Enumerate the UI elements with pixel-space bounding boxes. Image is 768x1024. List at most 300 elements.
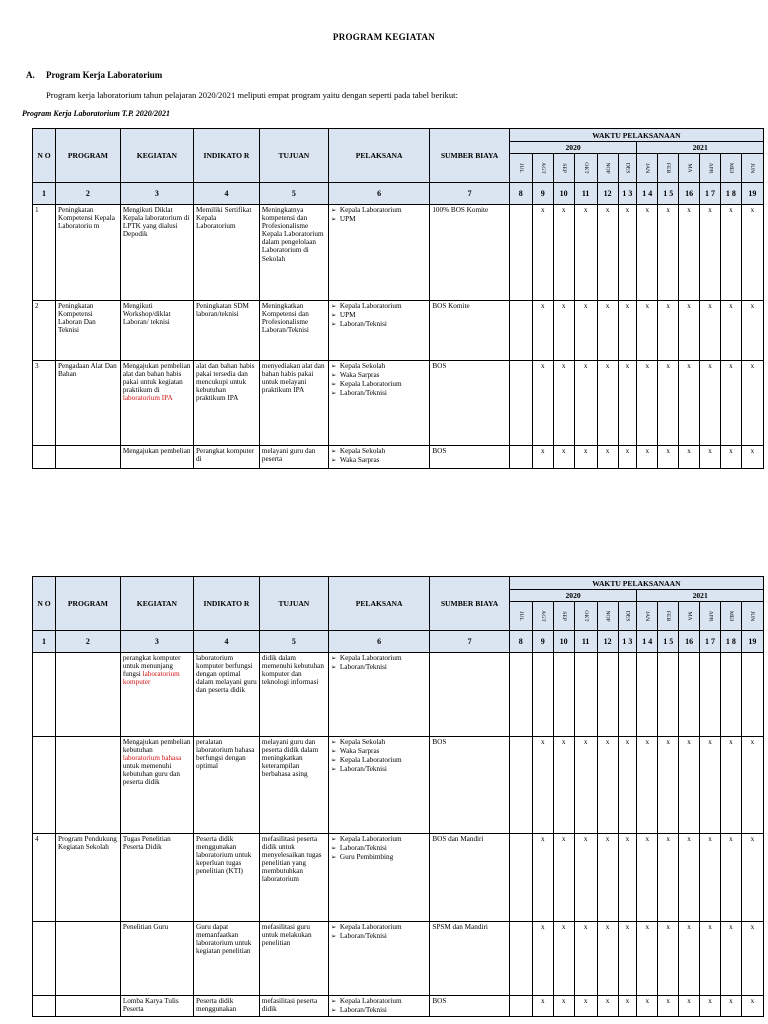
header-month [741,602,763,631]
schedule-mark [509,653,532,737]
pelaksana-item: ➢ Laboran/Teknisi [331,389,427,398]
header-month [658,602,679,631]
column-number: 11 [574,183,597,205]
schedule-mark: x [658,205,679,301]
cell-pelaksana [328,361,429,446]
schedule-mark: x [574,737,597,834]
cell-tujuan: melayani guru dan peserta [259,446,328,469]
schedule-mark: x [741,996,763,1017]
schedule-mark [509,737,532,834]
pelaksana-item: ➢ Guru Pembimbing [331,853,427,862]
pelaksana-item: ➢ UPM [331,215,427,224]
month-label: AGT [539,610,546,623]
cell-sumber-biaya: BOS [430,996,509,1017]
header-indikator: INDIKATO R [194,577,260,631]
header-month [618,154,637,183]
column-number: 11 [574,631,597,653]
column-number: 1 4 [637,183,658,205]
pelaksana-item: ➢ Kepala Sekolah [331,447,427,456]
pelaksana-item: ➢ Laboran/Teknisi [331,765,427,774]
kegiatan-highlight: laboratorium bahasa [122,754,182,763]
cell-program [56,922,121,996]
column-number: 1 8 [720,183,741,205]
cell-no [33,996,56,1017]
header-month [637,602,658,631]
header-month [509,602,532,631]
pelaksana-item: ➢ Kepala Laboratorium [331,756,427,765]
column-number: 16 [679,631,700,653]
pelaksana-item: ➢ Laboran/Teknisi [331,1006,427,1015]
schedule-mark: x [618,301,637,361]
kegiatan-text: Mengajukan pembelian kebutuhan [122,738,191,755]
pelaksana-item: ➢ Kepala Laboratorium [331,302,427,311]
header-kegiatan: KEGIATAN [120,577,193,631]
pelaksana-item: ➢ Kepala Laboratorium [331,835,427,844]
header-tujuan: TUJUAN [259,129,328,183]
schedule-mark: x [618,737,637,834]
month-label: NOP [604,610,611,623]
schedule-mark: x [574,446,597,469]
schedule-mark [509,996,532,1017]
schedule-mark: x [741,205,763,301]
cell-indikator: Peningkatan SDM laboran/teknisi [194,301,260,361]
column-number-row [33,183,764,205]
schedule-mark: x [553,922,574,996]
pelaksana-item: ➢ Kepala Sekolah [331,738,427,747]
kegiatan-highlight: laboratorium komputer [122,670,180,687]
schedule-mark: x [679,996,700,1017]
schedule-mark: x [658,996,679,1017]
column-number: 9 [532,631,553,653]
header-row [33,577,764,590]
pelaksana-list [331,997,427,1015]
schedule-mark: x [532,361,553,446]
column-number: 3 [120,183,193,205]
column-number: 8 [509,183,532,205]
schedule-mark: x [618,446,637,469]
month-label: JAN [644,163,651,174]
schedule-mark: x [637,834,658,922]
cell-pelaksana [328,996,429,1017]
month-label: SEP [560,163,567,174]
table-row [33,737,764,834]
cell-kegiatan [120,653,193,737]
column-number: 7 [430,631,509,653]
month-label: APR [707,163,714,174]
table-row [33,205,764,301]
header-month [658,154,679,183]
kegiatan-text: Penelitian Guru [122,923,169,931]
column-number: 6 [328,631,429,653]
schedule-mark: x [597,446,618,469]
schedule-mark [509,834,532,922]
schedule-mark: x [679,205,700,301]
schedule-mark: x [700,922,721,996]
schedule-mark: x [597,361,618,446]
schedule-mark [720,653,741,737]
header-no: N O [33,577,56,631]
schedule-mark [618,653,637,737]
month-label: MEI [727,611,734,622]
schedule-mark: x [720,737,741,834]
cell-kegiatan [120,446,193,469]
schedule-mark: x [658,361,679,446]
schedule-mark: x [741,834,763,922]
schedule-mark [509,205,532,301]
pelaksana-item: ➢ Kepala Laboratorium [331,380,427,389]
cell-program: Program Pendukung Kegiatan Sekolah [56,834,121,922]
column-number: 1 7 [700,183,721,205]
month-label: JAN [644,611,651,622]
header-year-2020: 2020 [509,142,637,154]
pelaksana-item: ➢ Waka Sarpras [331,456,427,465]
header-month [700,602,721,631]
table-row [33,834,764,922]
pelaksana-item: ➢ Laboran/Teknisi [331,663,427,672]
schedule-mark: x [574,834,597,922]
month-label: OKT [582,162,589,175]
column-number: 9 [532,183,553,205]
schedule-mark: x [553,301,574,361]
schedule-mark: x [658,834,679,922]
cell-pelaksana [328,653,429,737]
schedule-mark: x [700,361,721,446]
column-number: 19 [741,631,763,653]
cell-program [56,653,121,737]
cell-no: 3 [33,361,56,446]
pelaksana-item: ➢ Waka Sarpras [331,747,427,756]
cell-kegiatan [120,205,193,301]
cell-program [56,996,121,1017]
cell-kegiatan [120,834,193,922]
cell-program [56,446,121,469]
schedule-mark: x [553,361,574,446]
cell-sumber-biaya: 100% BOS Komite [430,205,509,301]
cell-no: 2 [33,301,56,361]
schedule-mark: x [618,996,637,1017]
schedule-mark: x [532,922,553,996]
month-label: DES [624,163,631,174]
column-number: 8 [509,631,532,653]
schedule-mark [509,922,532,996]
month-label: APR [707,611,714,622]
schedule-mark: x [532,301,553,361]
month-label: SEP [560,611,567,622]
header-month [679,154,700,183]
column-number: 2 [56,631,121,653]
table-row [33,922,764,996]
month-label: JUN [749,611,756,622]
schedule-mark [509,301,532,361]
pelaksana-list [331,835,427,862]
kegiatan-text: Mengikuti Workshop/diklat Laboran/ teknisi [122,302,171,327]
schedule-mark: x [720,834,741,922]
schedule-mark: x [553,205,574,301]
schedule-mark: x [720,361,741,446]
header-month [700,154,721,183]
schedule-mark: x [597,301,618,361]
header-month [574,154,597,183]
cell-tujuan: Meningkatkan Kompetensi dan Profesionalisme Laboran/Teknisi [259,301,328,361]
header-month [720,602,741,631]
pelaksana-list [331,206,427,224]
cell-indikator: alat dan bahan habis pakai tersedia dan mencukupi untuk kebutuhan praktikum IPA [194,361,260,446]
schedule-mark: x [637,922,658,996]
column-number: 19 [741,183,763,205]
pelaksana-item: ➢ Kepala Laboratorium [331,206,427,215]
header-indikator: INDIKATO R [194,129,260,183]
schedule-mark: x [720,996,741,1017]
cell-kegiatan [120,361,193,446]
header-tujuan: TUJUAN [259,577,328,631]
cell-program: Peningkatan Kompetensi Kepala Laboratoriu m [56,205,121,301]
cell-kegiatan [120,996,193,1017]
header-pelaksana: PELAKSANA [328,129,429,183]
header-month [597,154,618,183]
schedule-mark: x [574,205,597,301]
schedule-mark: x [532,446,553,469]
kegiatan-text: Mengajukan pembelian alat dan bahan habis pakai untuk kegiatan praktikum di [122,362,191,395]
schedule-mark: x [574,996,597,1017]
cell-indikator: Guru dapat memanfaatkan laboratorium untuk kegiatan penelitian [194,922,260,996]
schedule-mark: x [637,205,658,301]
pelaksana-list [331,923,427,941]
kegiatan-text: Mengikuti Diklat Kepala laboratorium di LPTK yang dialusi Depodik [122,206,190,239]
schedule-mark: x [637,361,658,446]
schedule-mark [679,653,700,737]
schedule-mark: x [700,446,721,469]
header-no: N O [33,129,56,183]
column-number: 1 5 [658,631,679,653]
column-number: 3 [120,631,193,653]
schedule-mark: x [532,737,553,834]
header-row [33,129,764,142]
schedule-mark [574,653,597,737]
schedule-mark [637,653,658,737]
section-title: Program Kerja Laboratorium [46,70,163,80]
schedule-mark: x [741,361,763,446]
schedule-mark: x [720,922,741,996]
kegiatan-text: Tugas Penelitian Peserta Didik [122,835,171,852]
schedule-mark: x [597,205,618,301]
cell-sumber-biaya: BOS dan Mandiri [430,834,509,922]
column-number: 7 [430,183,509,205]
schedule-mark: x [618,922,637,996]
column-number: 1 3 [618,631,637,653]
cell-no [33,446,56,469]
schedule-mark: x [637,446,658,469]
pelaksana-item: ➢ Kepala Laboratorium [331,654,427,663]
schedule-mark: x [574,922,597,996]
cell-pelaksana [328,834,429,922]
cell-indikator: laboratorium komputer berfungsi dengan optimal dalam melayani guru dan peserta didik [194,653,260,737]
cell-no: 4 [33,834,56,922]
header-year-2021: 2021 [637,142,764,154]
schedule-mark: x [679,361,700,446]
column-number: 4 [194,631,260,653]
schedule-mark: x [679,922,700,996]
schedule-mark: x [720,205,741,301]
column-number: 1 5 [658,183,679,205]
schedule-mark: x [700,737,721,834]
kegiatan-text: Mengajukan pembelian [122,447,191,455]
cell-sumber-biaya: BOS [430,446,509,469]
kegiatan-text-after: untuk memenuhi kebutuhan guru dan peserta didik [122,762,180,787]
pelaksana-item: ➢ Laboran/Teknisi [331,320,427,329]
header-program: PROGRAM [56,577,121,631]
schedule-mark: x [741,446,763,469]
table-row [33,301,764,361]
program-table-page-2 [32,576,764,1017]
schedule-mark: x [700,996,721,1017]
schedule-mark: x [637,737,658,834]
pelaksana-item: ➢ Kepala Laboratorium [331,997,427,1006]
pelaksana-item: ➢ Laboran/Teknisi [331,844,427,853]
schedule-mark: x [679,446,700,469]
column-number: 10 [553,631,574,653]
schedule-mark: x [574,361,597,446]
column-number: 1 7 [700,631,721,653]
pelaksana-item: ➢ Kepala Sekolah [331,362,427,371]
pelaksana-list [331,447,427,465]
program-table-page-1 [32,128,764,469]
month-label: JUL [517,611,524,622]
month-label: MA [686,611,693,622]
schedule-mark [553,653,574,737]
column-number: 2 [56,183,121,205]
intro-paragraph: Program kerja laboratorium tahun pelajaran 2020/2021 meliputi empat program yaitu dengan seperti pada tabel berikut: [46,90,458,100]
cell-no [33,737,56,834]
header-month [618,602,637,631]
schedule-mark: x [700,205,721,301]
cell-kegiatan [120,301,193,361]
cell-sumber-biaya: BOS [430,737,509,834]
cell-kegiatan [120,737,193,834]
schedule-mark: x [741,301,763,361]
column-number: 5 [259,183,328,205]
column-number: 1 4 [637,631,658,653]
cell-no [33,653,56,737]
kegiatan-highlight: laboratorium IPA [122,394,173,403]
header-pelaksana: PELAKSANA [328,577,429,631]
header-sumber-biaya: SUMBER BIAYA [430,129,509,183]
schedule-mark: x [637,301,658,361]
header-month [509,154,532,183]
schedule-mark: x [679,301,700,361]
header-month [553,602,574,631]
pelaksana-list [331,302,427,329]
cell-pelaksana [328,922,429,996]
schedule-mark: x [597,922,618,996]
schedule-mark: x [658,446,679,469]
month-label: MA [686,163,693,174]
cell-indikator: Perangkat komputer di [194,446,260,469]
header-month [679,602,700,631]
section-heading [26,70,162,80]
month-label: FEB [665,163,672,174]
schedule-mark [658,653,679,737]
schedule-mark: x [618,834,637,922]
column-number: 16 [679,183,700,205]
cell-tujuan: mefasilitasi peserta didik [259,996,328,1017]
schedule-mark: x [532,205,553,301]
schedule-mark: x [658,737,679,834]
pelaksana-item: ➢ Laboran/Teknisi [331,932,427,941]
cell-no: 1 [33,205,56,301]
schedule-mark: x [597,996,618,1017]
schedule-mark: x [720,301,741,361]
cell-sumber-biaya: BOS [430,361,509,446]
header-month [720,154,741,183]
header-month [637,154,658,183]
schedule-mark: x [720,446,741,469]
column-number: 6 [328,183,429,205]
schedule-mark: x [637,996,658,1017]
cell-tujuan: mefasilitasi peserta didik untuk menyelesaikan tugas penelitian yang membutuhkan laboratorium [259,834,328,922]
cell-sumber-biaya: BOS Komite [430,301,509,361]
schedule-mark: x [700,834,721,922]
schedule-mark: x [553,834,574,922]
schedule-mark [509,446,532,469]
schedule-mark: x [679,737,700,834]
month-label: MEI [727,163,734,174]
month-label: FEB [665,611,672,622]
header-year-2021: 2021 [637,590,764,602]
cell-indikator: Peserta didik menggunakan laboratorium untuk keperluan tugas penelitian (KTI) [194,834,260,922]
column-number: 1 [33,631,56,653]
schedule-mark: x [532,996,553,1017]
column-number: 1 [33,183,56,205]
month-label: DES [624,611,631,622]
column-number: 12 [597,183,618,205]
cell-indikator: Peserta didik menggunakan [194,996,260,1017]
schedule-mark: x [700,301,721,361]
cell-tujuan: Meningkatnya kompetensi dan Profesionalisme Kepala Laboratorium dalam pengelolaan Laboratorium di Sekolah [259,205,328,301]
header-month [597,602,618,631]
schedule-mark: x [597,737,618,834]
month-label: AGT [539,162,546,175]
schedule-mark [597,653,618,737]
column-number: 5 [259,631,328,653]
column-number-row [33,631,764,653]
schedule-mark [532,653,553,737]
cell-kegiatan [120,922,193,996]
schedule-mark: x [532,834,553,922]
schedule-mark: x [658,301,679,361]
schedule-mark: x [553,996,574,1017]
column-number: 1 3 [618,183,637,205]
schedule-mark: x [679,834,700,922]
cell-indikator: peralatan laboratorium bahasa berfungsi dengan optimal [194,737,260,834]
schedule-mark [509,361,532,446]
schedule-mark: x [597,834,618,922]
pelaksana-item: ➢ Waka Sarpras [331,371,427,380]
cell-pelaksana [328,446,429,469]
cell-no [33,922,56,996]
cell-pelaksana [328,301,429,361]
pelaksana-list [331,738,427,774]
month-label: JUN [749,163,756,174]
header-year-2020: 2020 [509,590,637,602]
pelaksana-list [331,654,427,672]
header-waktu-pelaksanaan: WAKTU PELAKSANAAN [509,129,763,142]
header-month [741,154,763,183]
schedule-mark: x [658,922,679,996]
schedule-mark [741,653,763,737]
cell-tujuan: didik dalam memenuhi kebutuhan komputer dan teknologi informasi [259,653,328,737]
column-number: 1 8 [720,631,741,653]
schedule-mark: x [618,205,637,301]
